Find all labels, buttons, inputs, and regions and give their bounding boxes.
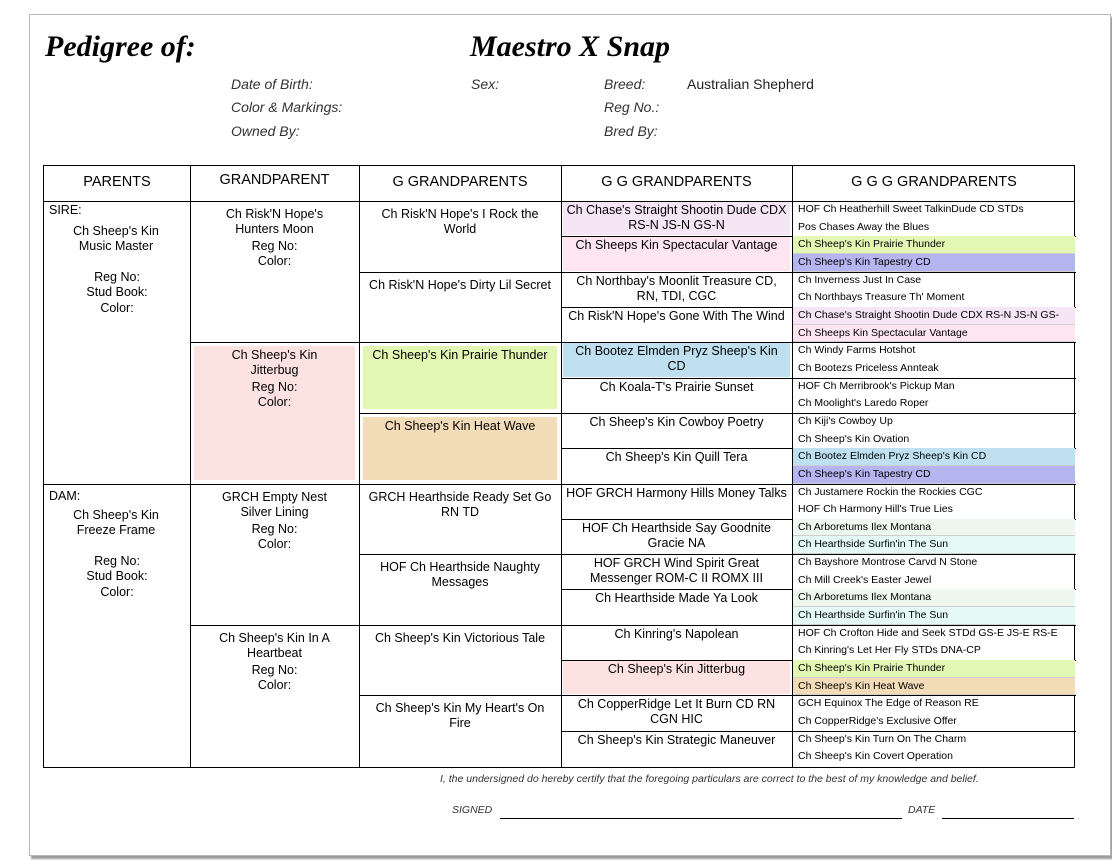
- grandparent-color: Color:: [257, 677, 292, 692]
- grandparent-reg-no: Reg No:: [251, 521, 298, 536]
- grandparent-reg-no: Reg No:: [251, 662, 298, 677]
- row-divider: [359, 342, 561, 343]
- ggg-grandparent-name: Ch Arboretums Ilex Montana: [793, 589, 1075, 607]
- ggg-grandparent-name: Ch Sheep's Kin Prairie Thunder: [793, 660, 1075, 678]
- sire-stud-book: Stud Book:: [86, 285, 148, 299]
- color-markings-label: Color & Markings:: [231, 99, 343, 115]
- ggg-grandparent-name: Ch Hearthside Surfin'in The Sun: [793, 607, 1075, 625]
- g-grandparent-name: HOF Ch Hearthside Naughty Messages: [380, 560, 540, 590]
- ggg-grandparent-name: HOF Ch Crofton Hide and Seek STDd GS-E JS-E RS-E: [798, 626, 1058, 639]
- grandparent-color: Color:: [257, 395, 292, 410]
- signature-line[interactable]: [500, 818, 902, 819]
- bred-by-label: Bred By:: [604, 123, 658, 139]
- row-divider: [190, 625, 359, 626]
- g-grandparent-name: Ch Sheep's Kin Victorious Tale: [374, 630, 546, 645]
- row-divider: [561, 378, 792, 379]
- date-label: DATE: [908, 804, 936, 816]
- ggg-grandparent-name: Ch Windy Farms Hotshot: [798, 344, 916, 357]
- column-divider: [561, 166, 562, 767]
- row-divider: [561, 484, 792, 485]
- ggg-grandparent-name: Ch Bootez Elmden Pryz Sheep's Kin CD: [793, 448, 1075, 466]
- grandparent-name: Ch Risk'N Hope's Hunters Moon: [225, 207, 324, 236]
- row-divider: [561, 413, 792, 414]
- column-divider: [359, 166, 360, 767]
- sire-color: Color:: [100, 301, 134, 315]
- ggg-grandparent-name: Ch Sheep's Kin Tapestry CD: [793, 466, 1075, 484]
- ggg-grandparent-name: Ch Sheep's Kin Heat Wave: [793, 678, 1075, 696]
- g-grandparent-name: Ch Sheep's Kin Heat Wave: [384, 418, 536, 433]
- row-divider: [561, 519, 792, 520]
- ggg-grandparent-name: Ch Sheeps Kin Spectacular Vantage: [793, 325, 1075, 343]
- date-line[interactable]: [942, 818, 1074, 819]
- row-divider: [561, 731, 792, 732]
- grandparent-name: Ch Sheep's Kin In A Heartbeat: [219, 630, 330, 660]
- column-header-parents: PARENTS: [83, 174, 151, 190]
- gg-grandparent-name: Ch Northbay's Moonlit Treasure CD, RN, TDI, CGC: [576, 273, 777, 303]
- ggg-grandparent-name: GCH Equinox The Edge of Reason RE: [798, 697, 979, 710]
- grandparent-name: GRCH Empty Nest Silver Lining: [222, 489, 327, 519]
- row-divider: [561, 272, 792, 273]
- grandparent-color: Color:: [257, 254, 292, 268]
- row-divider: [561, 307, 792, 308]
- dam-reg-no: Reg No:: [94, 554, 140, 568]
- row-divider: [359, 554, 561, 555]
- g-grandparent-name: Ch Risk'N Hope's I Rock the World: [381, 207, 539, 236]
- column-header-grandparent: GRANDPARENT: [219, 172, 330, 188]
- grandparent-reg-no: Reg No:: [251, 380, 298, 395]
- ggg-grandparent-name: Ch CopperRidge's Exclusive Offer: [798, 715, 957, 728]
- grandparent-name: Ch Sheep's Kin Jitterbug: [231, 348, 318, 378]
- row-divider: [561, 589, 792, 590]
- owned-by-label: Owned By:: [231, 123, 300, 139]
- row-divider: [359, 272, 561, 273]
- ggg-grandparent-name: Ch Sheep's Kin Covert Operation: [798, 750, 953, 763]
- row-divider: [561, 554, 792, 555]
- g-grandparent-name: Ch Risk'N Hope's Dirty Lil Secret: [369, 277, 551, 292]
- dob-label: Date of Birth:: [231, 76, 313, 92]
- gg-grandparent-name: HOF Ch Hearthside Say Goodnite Gracie NA: [582, 520, 771, 550]
- g-grandparent-name: Ch Sheep's Kin Prairie Thunder: [372, 348, 548, 363]
- ggg-grandparent-name: Ch Northbays Treasure Th' Moment: [798, 291, 965, 304]
- dam-color: Color:: [100, 585, 134, 599]
- breed-label: Breed:: [604, 76, 646, 92]
- sex-label: Sex:: [471, 76, 500, 92]
- grandparent-color: Color:: [257, 536, 292, 551]
- row-divider: [190, 342, 359, 343]
- g-grandparent-name: GRCH Hearthside Ready Set Go RN TD: [368, 489, 552, 519]
- gg-grandparent-name: Ch Kinring's Napolean: [614, 626, 739, 641]
- ggg-grandparent-name: HOF Ch Merribrook's Pickup Man: [798, 379, 955, 392]
- sire-name: Ch Sheep's Kin Music Master: [73, 224, 159, 253]
- dam-name: Ch Sheep's Kin Freeze Frame: [73, 508, 159, 537]
- gg-grandparent-name: Ch Risk'N Hope's Gone With The Wind: [568, 308, 785, 323]
- g-grandparent-name: Ch Sheep's Kin My Heart's On Fire: [375, 701, 545, 731]
- ggg-grandparent-name: Ch Hearthside Surfin'in The Sun: [793, 536, 1075, 554]
- reg-no-label: Reg No.:: [604, 99, 660, 115]
- row-divider: [561, 625, 792, 626]
- ggg-grandparent-name: Ch Kiji's Cowboy Up: [798, 414, 893, 427]
- ggg-grandparent-name: Ch Bootezs Priceless Annteak: [798, 361, 939, 374]
- certification-statement: I, the undersigned do hereby certify that the foregoing particulars are correct to the best of my knowledge and belief.: [440, 773, 979, 785]
- row-divider: [359, 695, 561, 696]
- sire-reg-no: Reg No:: [94, 270, 140, 284]
- ggg-grandparent-name: Pos Chases Away the Blues: [798, 220, 930, 233]
- gg-grandparent-name: Ch Bootez Elmden Pryz Sheep's Kin CD: [575, 344, 778, 374]
- ggg-grandparent-name: Ch Sheep's Kin Ovation: [798, 432, 910, 445]
- gg-grandparent-name: Ch Hearthside Made Ya Look: [595, 591, 758, 606]
- ggg-grandparent-name: Ch Justamere Rockin the Rockies CGC: [798, 485, 983, 498]
- ggg-grandparent-name: Ch Inverness Just In Case: [798, 273, 922, 286]
- grandparent-reg-no: Reg No:: [251, 239, 298, 253]
- gg-grandparent-name: Ch Sheep's Kin Strategic Maneuver: [577, 732, 776, 747]
- row-divider: [359, 413, 561, 414]
- gg-grandparent-name: Ch Sheep's Kin Quill Tera: [605, 450, 748, 465]
- ggg-grandparent-name: Ch Sheep's Kin Tapestry CD: [793, 254, 1075, 272]
- row-divider: [359, 625, 561, 626]
- dog-name: Maestro X Snap: [470, 30, 671, 63]
- column-header-ggg-grandparents: G G G GRANDPARENTS: [851, 174, 1017, 190]
- gg-grandparent-name: Ch Sheep's Kin Jitterbug: [607, 662, 746, 677]
- ggg-grandparent-name: Ch Bayshore Montrose Carvd N Stone: [798, 556, 978, 569]
- ggg-grandparent-name: Ch Mill Creek's Easter Jewel: [798, 573, 932, 586]
- gg-grandparent-name: Ch Chase's Straight Shootin Dude CDX RS-N JS-N GS-N: [566, 203, 787, 232]
- dam-stud-book: Stud Book:: [86, 569, 148, 583]
- dam-label: DAM:: [49, 489, 81, 503]
- row-divider: [561, 695, 792, 696]
- ggg-grandparent-name: Ch Sheep's Kin Turn On The Charm: [798, 732, 967, 745]
- ggg-grandparent-name: Ch Chase's Straight Shootin Dude CDX RS-N JS-N GS-: [793, 307, 1075, 325]
- gg-grandparent-name: HOF GRCH Harmony Hills Money Talks: [566, 485, 787, 500]
- page-title: Pedigree of:: [45, 30, 196, 63]
- row-divider: [561, 448, 792, 449]
- ggg-grandparent-name: Ch Kinring's Let Her Fly STDs DNA-CP: [798, 644, 981, 657]
- column-header-g-grandparents: G GRANDPARENTS: [392, 174, 528, 190]
- row-divider: [44, 484, 190, 485]
- gg-grandparent-name: Ch CopperRidge Let It Burn CD RN CGN HIC: [577, 697, 776, 727]
- pedigree-table: [43, 165, 1075, 768]
- gg-grandparent-name: Ch Sheeps Kin Spectacular Vantage: [575, 238, 778, 253]
- ggg-grandparent-name: HOF Ch Harmony Hill's True Lies: [798, 503, 953, 516]
- ggg-grandparent-name: HOF Ch Heatherhill Sweet TalkinDude CD STDs: [798, 203, 1024, 215]
- gg-grandparent-name: Ch Sheep's Kin Cowboy Poetry: [589, 414, 764, 429]
- ggg-grandparent-name: Ch Arboretums Ilex Montana: [793, 519, 1075, 537]
- breed-value: Australian Shepherd: [687, 76, 814, 92]
- ggg-grandparent-name: Ch Moolight's Laredo Roper: [798, 397, 929, 410]
- ggg-grandparent-name: Ch Sheep's Kin Prairie Thunder: [793, 236, 1075, 254]
- row-divider: [190, 484, 359, 485]
- column-header-gg-grandparents: G G GRANDPARENTS: [601, 174, 752, 190]
- signed-label: SIGNED: [452, 804, 493, 816]
- row-divider: [359, 484, 561, 485]
- gg-grandparent-name: HOF GRCH Wind Spirit Great Messenger ROM-C II ROMX III: [590, 556, 763, 586]
- gg-grandparent-name: Ch Koala-T's Prairie Sunset: [599, 379, 754, 394]
- sire-label: SIRE:: [49, 203, 82, 217]
